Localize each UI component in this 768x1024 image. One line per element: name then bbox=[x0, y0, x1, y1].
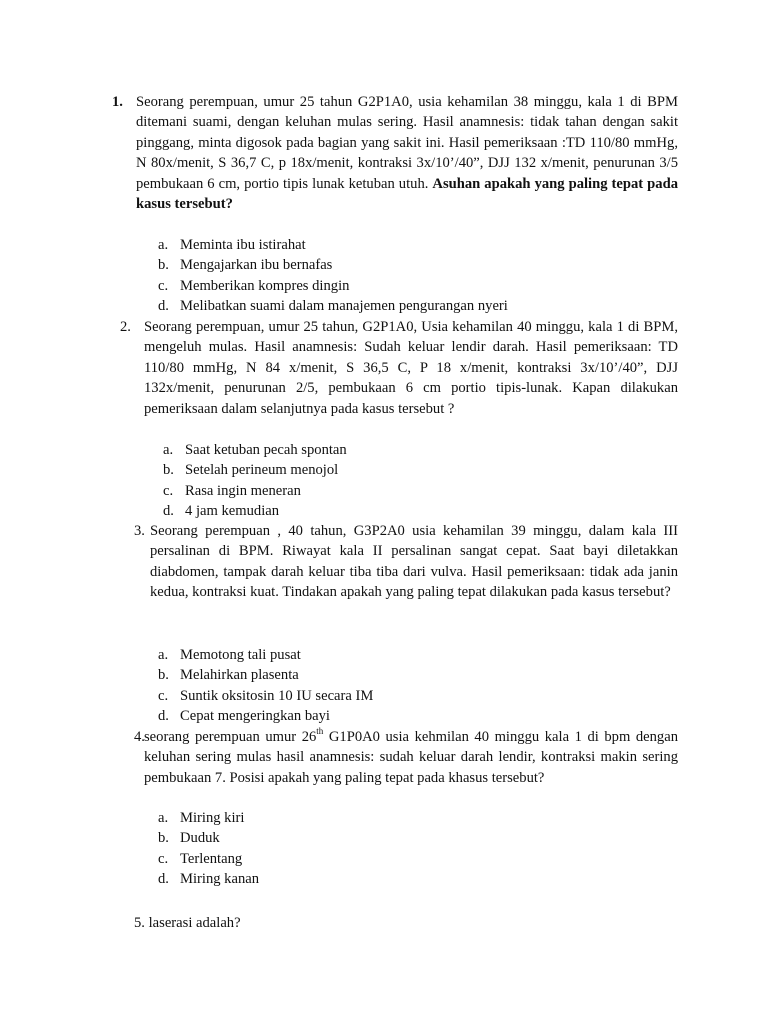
option-text: Duduk bbox=[180, 830, 220, 847]
option-text: Rasa ingin meneran bbox=[185, 482, 301, 499]
option-letter: c. bbox=[163, 482, 174, 499]
option-text: Saat ketuban pecah spontan bbox=[185, 442, 347, 458]
question-text: seorang perempuan umur 26 bbox=[144, 729, 317, 745]
question-5 bbox=[134, 913, 678, 933]
option-letter: a. bbox=[158, 810, 169, 826]
question-number: 5. bbox=[134, 915, 145, 931]
option-letter: b. bbox=[163, 462, 174, 479]
question-text: Seorang perempuan, umur 25 tahun G2P1A0, usia kehamilan 38 minggu, kala 1 di BPM ditemani suami, dengan keluhan mulas sering. Hasil anamnesis: tidak tahan dengan sakit pinggang, minta digosok pada bagian yang sakit ini. Hasil pemeriksaan :TD 110/80 mmHg, N 80x/menit, S 36,7 C, p 18x/menit, kontraksi 3x/10’/40”, DJJ 132 x/menit, penurunan 3/5 pembukaan 6 cm, portio tipis lunak ketuban utuh. bbox=[136, 94, 678, 192]
question-1 bbox=[112, 92, 678, 214]
question-stem bbox=[136, 92, 678, 214]
option-letter: d. bbox=[158, 298, 169, 315]
option-letter: c. bbox=[158, 850, 169, 867]
option-text: Setelah perineum menojol bbox=[185, 462, 339, 479]
option-letter: c. bbox=[158, 687, 169, 704]
option-letter: d. bbox=[158, 871, 169, 888]
option-text: Memotong tali pusat bbox=[180, 647, 301, 663]
question-3 bbox=[134, 521, 678, 603]
question-prompt: Asuhan apakah yang paling tepat pada kasus tersebut? bbox=[136, 175, 678, 213]
question-4 bbox=[134, 727, 678, 788]
option-letter: b. bbox=[158, 667, 169, 684]
option-letter: a. bbox=[158, 647, 169, 663]
question-stem: Seorang perempuan, umur 25 tahun, G2P1A0, Usia kehamilan 40 minggu, kala 1 di BPM, mengeluh mulas. Hasil anamnesis: Sudah keluar lendir darah. Hasil pemeriksaan: TD 110/80 mmHg, N 84 x/menit, S 36,5 C, P 18 x/menit, kontraksi 3x/10’/40”, DJJ 132x/menit, penurunan 2/5, pembukaan 6 cm portio tipis-lunak. Kapan dilakukan pemeriksaan dalam selanjutnya pada kasus tersebut ? bbox=[144, 319, 678, 417]
question-stem bbox=[144, 727, 678, 788]
option-text: Miring kiri bbox=[180, 810, 245, 826]
question-stem: laserasi adalah? bbox=[148, 915, 241, 931]
question-number: 2. bbox=[120, 319, 131, 335]
option-text: Mengajarkan ibu bernafas bbox=[180, 257, 333, 274]
question-number: 3. bbox=[134, 523, 145, 539]
option-text: Miring kanan bbox=[180, 871, 260, 888]
option-letter: a. bbox=[158, 237, 169, 253]
option-letter: d. bbox=[158, 708, 169, 725]
question-number: 4. bbox=[134, 729, 145, 745]
option-letter: d. bbox=[163, 503, 174, 520]
question-number: 1. bbox=[112, 94, 123, 110]
option-text: Memberikan kompres dingin bbox=[180, 277, 350, 294]
option-letter: b. bbox=[158, 830, 169, 847]
ordinal-suffix: th bbox=[316, 726, 324, 737]
option-text: 4 jam kemudian bbox=[185, 503, 280, 520]
question-stem: Seorang perempuan , 40 tahun, G3P2A0 usia kehamilan 39 minggu, dalam kala III persalinan di BPM. Riwayat kala II persalinan sangat cepat. Saat bayi diletakkan diabdomen, tampak darah keluar tiba tiba dari vulva. Hasil pemeriksaan: tidak ada janin kedua, kontraksi kuat. Tindakan apakah yang paling tepat dilakukan pada kasus tersebut? bbox=[150, 523, 678, 601]
option-letter: b. bbox=[158, 257, 169, 274]
question-2 bbox=[120, 317, 678, 419]
option-letter: a. bbox=[163, 442, 174, 458]
question-text-cont: G1P0A0 usia kehmilan 40 minggu kala 1 di bpm dengan keluhan sering mulas hasil anamnesis: sudah keluar darah lendir, kontraksi makin sering pembukaan 7. Posisi apakah yang paling tepat pada khasus tersebut? bbox=[144, 729, 679, 786]
option-text: Melahirkan plasenta bbox=[180, 667, 299, 684]
option-letter: c. bbox=[158, 277, 169, 294]
option-text: Meminta ibu istirahat bbox=[180, 237, 306, 253]
option-text: Melibatkan suami dalam manajemen pengurangan nyeri bbox=[180, 298, 508, 315]
option-text: Terlentang bbox=[180, 850, 243, 867]
option-text: Suntik oksitosin 10 IU secara IM bbox=[180, 687, 374, 704]
option-text: Cepat mengeringkan bayi bbox=[180, 708, 330, 725]
